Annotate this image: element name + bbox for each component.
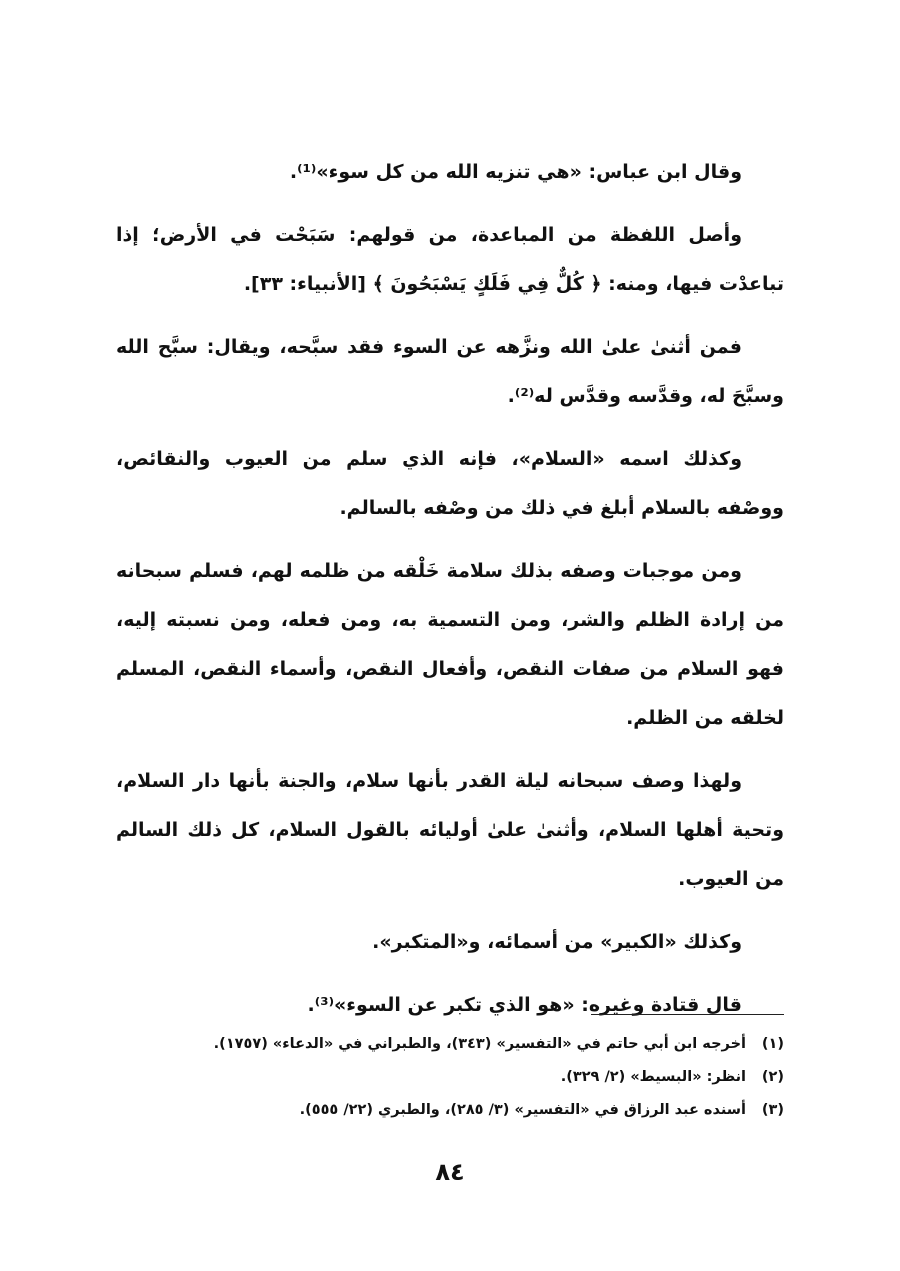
footnote-separator (591, 1014, 784, 1015)
footnote-text: أسنده عبد الرزاق في «التفسير» (٣/ ٢٨٥)، والطبري (٢٢/ ٥٥٥). (299, 1102, 746, 1118)
footnote-item (150, 1094, 784, 1127)
paragraph-tasbih: فمن أثنىٰ علىٰ الله ونزَّهه عن السوء فقد سبَّحه، ويقال: سبَّح الله وسبَّحَ له، وقدَّسه وقدَّس له⁽²⁾. (116, 336, 784, 407)
footnote-number: (٣) (761, 1102, 784, 1118)
paragraph-qatada: قال قتادة وغيره: «هو الذي تكبر عن السوء»⁽³⁾. (307, 994, 742, 1016)
paragraph-consequences: ومن موجبات وصفه بذلك سلامة خَلْقه من ظلمه لهم، فسلم سبحانه من إرادة الظلم والشر، ومن التسمية به، ومن فعله، ومن نسبته إليه، فهو السلام من صفات النقص، وأفعال النقص، وأسماء النقص، المسلم لخلقه من الظلم. (116, 560, 784, 729)
paragraph-ibn-abbas: وقال ابن عباس: «هي تنزيه الله من كل سوء»⁽¹⁾. (289, 161, 742, 183)
footnote-item (150, 1028, 784, 1061)
paragraph-origin-of-word: وأصل اللفظة من المباعدة، من قولهم: سَبَحْت في الأرض؛ إذا تباعدْت فيها، ومنه: ﴿ كُلٌّ فِي فَلَكٍ يَسْبَحُونَ ﴾ [الأنبياء: ٣٣]. (116, 224, 784, 295)
main-text (116, 148, 784, 1044)
footnotes (150, 1028, 784, 1127)
footnote-text: أخرجه ابن أبي حاتم في «التفسير» (٣٤٣)، والطبراني في «الدعاء» (١٧٥٧). (213, 1036, 746, 1052)
footnote-item (150, 1061, 784, 1094)
footnote-number: (١) (761, 1036, 784, 1052)
footnote-number: (٢) (761, 1069, 784, 1085)
paragraph-al-kabir: وكذلك «الكبير» من أسمائه، و«المتكبر». (372, 931, 742, 953)
paragraph-as-salam: وكذلك اسمه «السلام»، فإنه الذي سلم من العيوب والنقائص، ووصْفه بالسلام أبلغ في ذلك من وصْفه بالسالم. (116, 448, 784, 519)
footnote-text: انظر: «البسيط» (٢/ ٣٢٩). (560, 1069, 746, 1085)
page-number: ٨٤ (435, 1158, 465, 1186)
paragraph-laylat-al-qadr: ولهذا وصف سبحانه ليلة القدر بأنها سلام، والجنة بأنها دار السلام، وتحية أهلها السلام، وأثنىٰ علىٰ أوليائه بالقول السلام، كل ذلك السالم من العيوب. (116, 770, 784, 890)
